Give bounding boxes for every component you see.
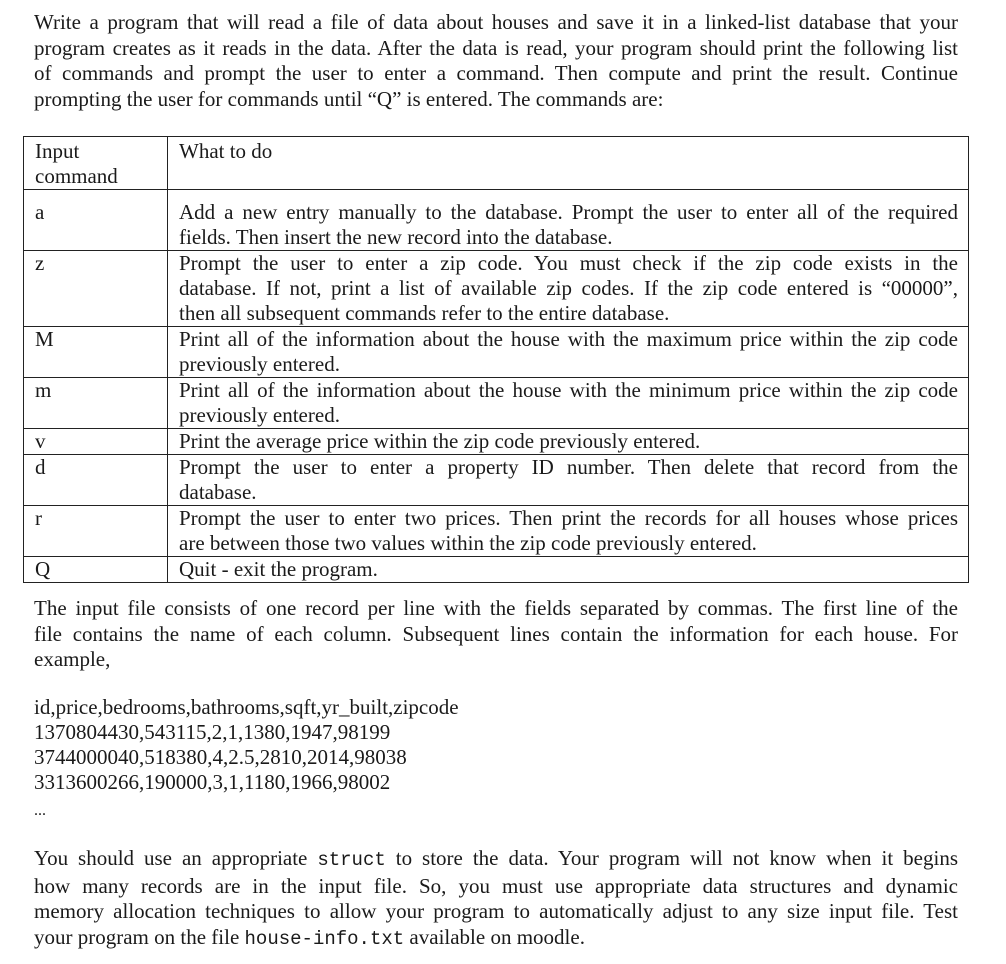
closing-text: your program on the file: [34, 924, 245, 949]
command-description: [168, 506, 969, 557]
closing-text: to store the data. Your program will not know when it begins: [385, 846, 958, 870]
input-file-line: The input file consists of one record per line with the fields separated by commas. The first line of the: [34, 596, 958, 620]
command-key: m: [24, 378, 168, 429]
description-line: database.: [179, 480, 257, 504]
table-row: [24, 378, 969, 429]
table-header-row: [24, 137, 969, 190]
table-row: [24, 557, 969, 583]
table-row: [24, 506, 969, 557]
header-what-to-do: What to do: [168, 137, 969, 190]
intro-line: Write a program that will read a file of data about houses and save it in a linked-list database that your: [34, 10, 958, 34]
table-row: [24, 190, 969, 251]
command-description: [168, 455, 969, 506]
example-data-block: [34, 695, 734, 823]
commands-table: [23, 136, 969, 583]
description-line: Prompt the user to enter a zip code. You must check if the zip code exists in the: [179, 251, 958, 275]
command-key: d: [24, 455, 168, 506]
table-row: [24, 251, 969, 327]
closing-paragraph: [34, 846, 958, 952]
description-line: Add a new entry manually to the database. Prompt the user to enter all of the required: [179, 200, 958, 224]
description-line: Prompt the user to enter a property ID number. Then delete that record from the: [179, 455, 958, 479]
command-key: z: [24, 251, 168, 327]
description-line: Print all of the information about the house with the maximum price within the zip code: [179, 327, 958, 351]
description-line: then all subsequent commands refer to the entire database.: [179, 301, 670, 325]
closing-text: You should use an appropriate: [34, 846, 318, 870]
intro-line: of commands and prompt the user to enter a command. Then compute and print the result. Continue: [34, 61, 958, 85]
command-key: a: [24, 190, 168, 251]
example-header-line: id,price,bedrooms,bathrooms,sqft,yr_built,zipcode: [34, 695, 459, 719]
command-description: [168, 557, 969, 583]
command-key: v: [24, 429, 168, 455]
description-line: database. If not, print a list of available zip codes. If the zip code entered is “00000”,: [179, 276, 958, 300]
description-line: previously entered.: [179, 403, 340, 427]
closing-line: memory allocation techniques to allow your program to automatically adjust to any size input file. Test: [34, 899, 958, 923]
struct-code: struct: [317, 849, 386, 871]
description-line: previously entered.: [179, 352, 340, 376]
closing-text: available on moodle.: [404, 924, 585, 949]
intro-paragraph: [34, 10, 958, 112]
description-line: Print the average price within the zip code previously entered.: [179, 429, 701, 453]
command-key: Q: [24, 557, 168, 583]
input-file-paragraph: [34, 596, 958, 673]
intro-line: program creates as it reads in the data. After the data is read, your program should print the following list: [34, 35, 958, 60]
table-row: [24, 455, 969, 506]
closing-line: [34, 846, 958, 874]
command-description: [168, 378, 969, 429]
example-record: 3313600266,190000,3,1,1180,1966,98002: [34, 770, 391, 794]
table-row: [24, 429, 969, 455]
closing-line: how many records are in the input file. So, you must use appropriate data structures and dynamic: [34, 873, 958, 898]
command-description: [168, 251, 969, 327]
description-line: fields. Then insert the new record into the database.: [179, 225, 613, 249]
description-line: Prompt the user to enter two prices. Then print the records for all houses whose prices: [179, 506, 958, 530]
description-line: are between those two values within the zip code previously entered.: [179, 531, 757, 555]
command-description: [168, 429, 969, 455]
table-row: [24, 327, 969, 378]
intro-line: prompting the user for commands until “Q” is entered. The commands are:: [34, 86, 664, 111]
description-line: Print all of the information about the house with the minimum price within the zip code: [179, 378, 958, 402]
closing-line: [34, 925, 958, 953]
example-record: 1370804430,543115,2,1,1380,1947,98199: [34, 720, 391, 744]
filename-code: house-info.txt: [244, 927, 405, 950]
command-description: [168, 190, 969, 251]
command-key: M: [24, 327, 168, 378]
description-line: Quit - exit the program.: [179, 557, 378, 581]
example-record: 3744000040,518380,4,2.5,2810,2014,98038: [34, 745, 407, 769]
command-key: r: [24, 506, 168, 557]
example-ellipsis: ...: [34, 802, 46, 819]
command-description: [168, 327, 969, 378]
input-file-line: file contains the name of each column. Subsequent lines contain the information for each house. For: [34, 621, 958, 646]
header-input-command: Input command: [24, 137, 168, 190]
input-file-line: example,: [34, 647, 111, 671]
